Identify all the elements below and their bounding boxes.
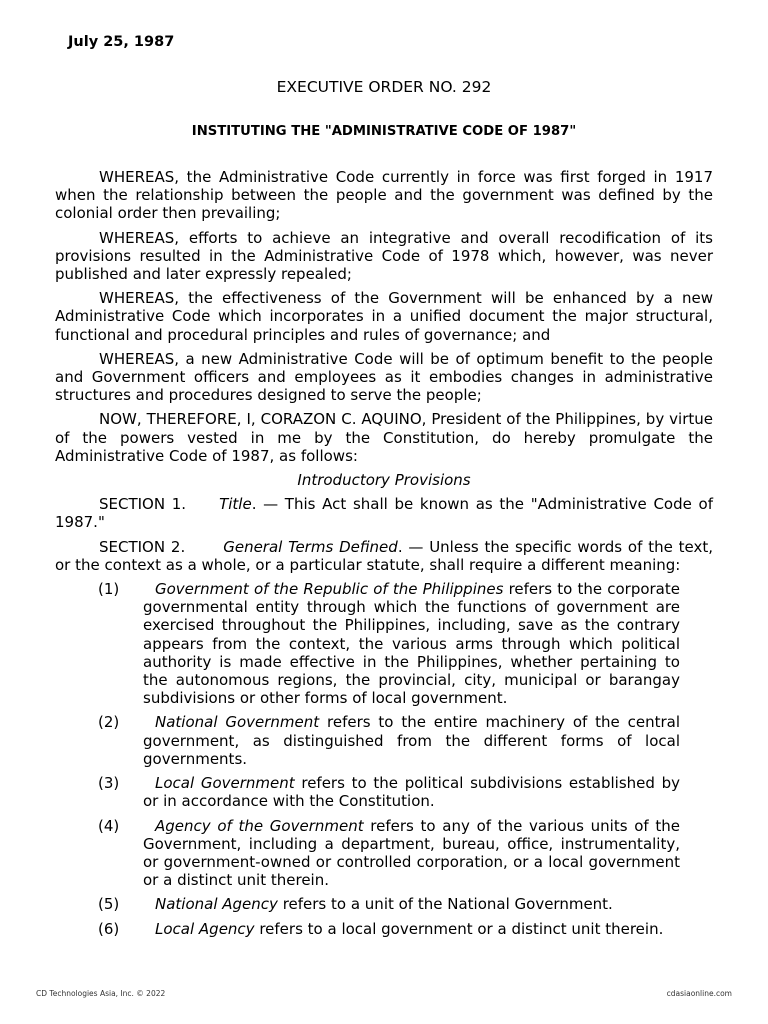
now-therefore-clause: NOW, THEREFORE, I, CORAZON C. AQUINO, President of the Philippines, by virtue of the powers vested in me by the Constitution, do hereby promulgate the Administrative Code of 1987, as follows:: [55, 410, 713, 465]
footer-copyright: CD Technologies Asia, Inc. © 2022: [36, 989, 166, 998]
section-heading: Introductory Provisions: [297, 471, 471, 490]
definition-term: Agency of the Government: [155, 816, 364, 835]
section-1-text: . — This Act shall be known as the "Administrative Code of 1987.": [55, 495, 713, 532]
definition-item: [55, 713, 713, 768]
definition-number: (6): [98, 919, 120, 938]
section-1: [55, 495, 713, 531]
definition-number: (1): [98, 580, 120, 599]
definition-text: refers to a unit of the National Government.: [277, 895, 613, 914]
definition-text: refers to the political subdivisions established by or in accordance with the Constitution.: [143, 774, 680, 811]
definition-number: (3): [98, 774, 120, 793]
whereas-clause-3: WHEREAS, the effectiveness of the Government will be enhanced by a new Administrative Code which incorporates in a unified document the major structural, functional and procedural principles and rules of governance; and: [55, 289, 713, 344]
definition-term: Local Agency: [155, 919, 255, 938]
definition-text: refers to any of the various units of the Government, including a department, bureau, office, instrumentality, or government-owned or controlled corporation, or a local government or a distinct unit therein.: [143, 816, 680, 890]
definition-item: [55, 817, 713, 890]
section-2-text: . — Unless the specific words of the text, or the context as a whole, or a particular statute, shall require a different meaning:: [55, 537, 713, 574]
section-2-title: General Terms Defined: [223, 537, 398, 556]
definition-text: refers to the entire machinery of the central government, as distinguished from the different forms of local governments.: [143, 713, 680, 768]
definition-number: (4): [98, 816, 120, 835]
definition-number: (5): [98, 895, 120, 914]
definition-item: [55, 895, 713, 913]
definition-number: (2): [98, 713, 120, 732]
whereas-clause-4: WHEREAS, a new Administrative Code will be of optimum benefit to the people and Government officers and employees as it embodies changes in administrative structures and procedures designed to serve the people;: [55, 349, 713, 405]
definition-text: refers to the corporate governmental entity through which the functions of government are exercised throughout the Philippines, including, save as the contrary appears from the context, the various arms through which political authority is made effective in the Philippines, whether pertaining to the autonomous regions, the provincial, city, municipal or barangay subdivisions or other forms of local government.: [143, 580, 680, 708]
definition-term: Local Government: [155, 774, 295, 793]
footer-website: cdasiaonline.com: [666, 989, 732, 998]
definition-term: National Agency: [155, 895, 278, 914]
whereas-clause-1: WHEREAS, the Administrative Code currently in force was first forged in 1917 when the relationship between the people and the government was defined by the colonial order then prevailing;: [55, 168, 713, 223]
definition-item: [55, 920, 713, 938]
section-1-label: SECTION 1.: [99, 495, 187, 514]
section-1-title: Title: [219, 495, 252, 514]
whereas-clause-2: WHEREAS, efforts to achieve an integrative and overall recodification of its provisions resulted in the Administrative Code of 1978 which, however, was never published and later expressly repealed;: [55, 228, 713, 284]
definition-item: [55, 774, 713, 810]
definitions-list: [55, 580, 713, 938]
definition-term: National Government: [155, 713, 320, 732]
document-title: EXECUTIVE ORDER NO. 292: [276, 78, 492, 96]
definition-item: [55, 580, 713, 707]
definition-term: Government of the Republic of the Philippines: [155, 580, 504, 599]
document-date: July 25, 1987: [68, 34, 175, 50]
definition-text: refers to a local government or a distinct unit therein.: [254, 919, 664, 938]
section-2-label: SECTION 2.: [99, 537, 186, 556]
document-body: [55, 168, 713, 944]
section-2: [55, 538, 713, 574]
document-subtitle: INSTITUTING THE "ADMINISTRATIVE CODE OF 1987": [191, 124, 577, 139]
